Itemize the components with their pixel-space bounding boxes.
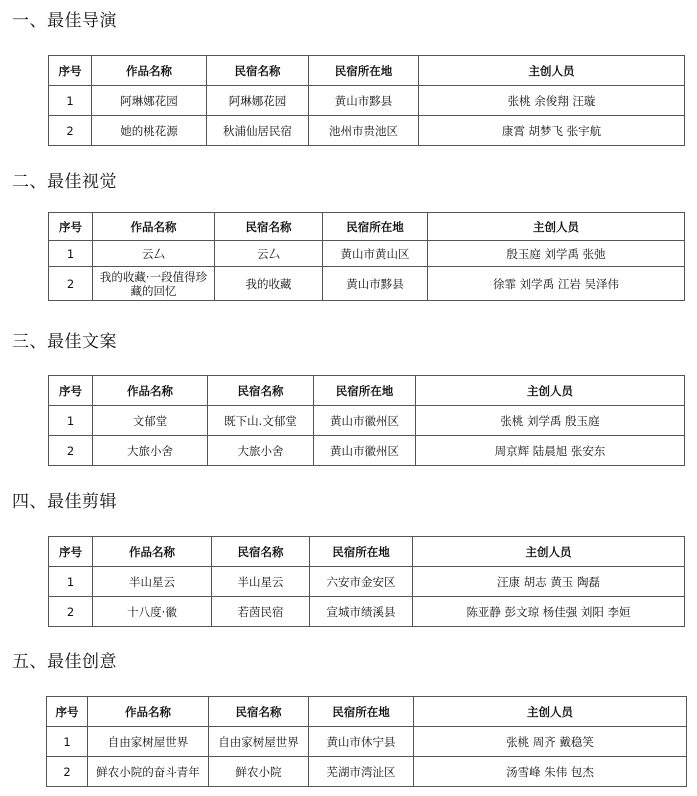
- col-header-index: 序号: [49, 376, 93, 406]
- cell-index: 1: [47, 727, 88, 757]
- col-header-homestay-name: 民宿名称: [212, 537, 310, 567]
- cell-creators: 康霄 胡梦飞 张宇航: [419, 116, 685, 146]
- table-row: [47, 727, 687, 757]
- cell-work-name: 她的桃花源: [92, 116, 207, 146]
- col-header-location: 民宿所在地: [310, 537, 413, 567]
- cell-index: 2: [49, 267, 93, 301]
- cell-creators: 张桃 余俊翔 汪璇: [419, 86, 685, 116]
- table-row: [49, 86, 685, 116]
- col-header-creators: 主创人员: [413, 537, 685, 567]
- col-header-work-name: 作品名称: [93, 537, 212, 567]
- col-header-location: 民宿所在地: [309, 56, 419, 86]
- col-header-creators: 主创人员: [416, 376, 685, 406]
- cell-location: 黄山市黄山区: [323, 241, 428, 267]
- cell-homestay-name: 半山星云: [212, 567, 310, 597]
- table-header-row: [47, 697, 687, 727]
- cell-work-name: 自由家树屋世界: [88, 727, 209, 757]
- cell-location: 黄山市休宁县: [309, 727, 414, 757]
- table-row: [49, 567, 685, 597]
- cell-work-name: 云厶: [93, 241, 215, 267]
- cell-index: 1: [49, 241, 93, 267]
- cell-creators: 陈亚静 彭文琼 杨佳强 刘阳 李姮: [413, 597, 685, 627]
- cell-homestay-name: 大旅小舍: [208, 436, 314, 466]
- table-row: [49, 597, 685, 627]
- cell-creators: 徐霏 刘学禹 江岩 吴泽伟: [428, 267, 685, 301]
- cell-index: 2: [49, 116, 92, 146]
- col-header-location: 民宿所在地: [309, 697, 414, 727]
- table-row: [49, 241, 685, 267]
- cell-index: 1: [49, 567, 93, 597]
- cell-index: 2: [47, 757, 88, 787]
- col-header-creators: 主创人员: [414, 697, 687, 727]
- section-title-best-creativity: 五、最佳创意: [12, 652, 117, 672]
- cell-location: 池州市贵池区: [309, 116, 419, 146]
- section-title-best-director: 一、最佳导演: [12, 11, 117, 31]
- cell-homestay-name: 云厶: [215, 241, 323, 267]
- cell-homestay-name: 鲜农小院: [209, 757, 309, 787]
- cell-creators: 汪康 胡志 黄玉 陶磊: [413, 567, 685, 597]
- col-header-work-name: 作品名称: [92, 56, 207, 86]
- cell-homestay-name: 秋浦仙居民宿: [207, 116, 309, 146]
- cell-location: 六安市金安区: [310, 567, 413, 597]
- cell-homestay-name: 既下山.文郁堂: [208, 406, 314, 436]
- col-header-work-name: 作品名称: [88, 697, 209, 727]
- award-table-best-visual: [48, 212, 685, 301]
- col-header-location: 民宿所在地: [323, 213, 428, 241]
- cell-homestay-name: 若茵民宿: [212, 597, 310, 627]
- cell-location: 芜湖市湾沚区: [309, 757, 414, 787]
- col-header-index: 序号: [47, 697, 88, 727]
- cell-work-name: 大旅小舍: [93, 436, 208, 466]
- col-header-creators: 主创人员: [419, 56, 685, 86]
- col-header-index: 序号: [49, 213, 93, 241]
- cell-work-name: 十八度·徽: [93, 597, 212, 627]
- cell-index: 2: [49, 436, 93, 466]
- cell-homestay-name: 阿琳娜花园: [207, 86, 309, 116]
- col-header-creators: 主创人员: [428, 213, 685, 241]
- col-header-location: 民宿所在地: [314, 376, 416, 406]
- col-header-homestay-name: 民宿名称: [208, 376, 314, 406]
- col-header-work-name: 作品名称: [93, 376, 208, 406]
- table-header-row: [49, 56, 685, 86]
- cell-work-name: 半山星云: [93, 567, 212, 597]
- table-row: [49, 406, 685, 436]
- cell-work-name: 阿琳娜花园: [92, 86, 207, 116]
- cell-index: 1: [49, 86, 92, 116]
- section-title-best-editing: 四、最佳剪辑: [12, 492, 117, 512]
- table-header-row: [49, 537, 685, 567]
- award-table-best-director: [48, 55, 685, 146]
- col-header-homestay-name: 民宿名称: [215, 213, 323, 241]
- cell-index: 2: [49, 597, 93, 627]
- table-row: [49, 436, 685, 466]
- cell-location: 黄山市黟县: [309, 86, 419, 116]
- cell-location: 黄山市黟县: [323, 267, 428, 301]
- cell-location: 黄山市徽州区: [314, 436, 416, 466]
- table-header-row: [49, 376, 685, 406]
- col-header-work-name: 作品名称: [93, 213, 215, 241]
- cell-index: 1: [49, 406, 93, 436]
- cell-creators: 张桃 刘学禹 殷玉庭: [416, 406, 685, 436]
- table-row: [49, 116, 685, 146]
- award-table-best-editing: [48, 536, 685, 627]
- cell-creators: 张桃 周齐 戴稳笑: [414, 727, 687, 757]
- col-header-homestay-name: 民宿名称: [209, 697, 309, 727]
- col-header-index: 序号: [49, 56, 92, 86]
- cell-creators: 殷玉庭 刘学禹 张弛: [428, 241, 685, 267]
- cell-homestay-name: 自由家树屋世界: [209, 727, 309, 757]
- table-header-row: [49, 213, 685, 241]
- cell-location: 黄山市徽州区: [314, 406, 416, 436]
- award-table-best-creativity: [46, 696, 687, 787]
- cell-work-name: 我的收藏·一段值得珍藏的回忆: [93, 267, 215, 301]
- cell-homestay-name: 我的收藏: [215, 267, 323, 301]
- section-title-best-copywriting: 三、最佳文案: [12, 332, 117, 352]
- col-header-index: 序号: [49, 537, 93, 567]
- cell-location: 宣城市绩溪县: [310, 597, 413, 627]
- table-row: [49, 267, 685, 301]
- table-row: [47, 757, 687, 787]
- award-table-best-copywriting: [48, 375, 685, 466]
- cell-work-name: 鲜农小院的奋斗青年: [88, 757, 209, 787]
- cell-work-name: 文郁堂: [93, 406, 208, 436]
- cell-creators: 周京辉 陆晨旭 张安东: [416, 436, 685, 466]
- col-header-homestay-name: 民宿名称: [207, 56, 309, 86]
- section-title-best-visual: 二、最佳视觉: [12, 172, 117, 192]
- cell-creators: 汤雪峰 朱伟 包杰: [414, 757, 687, 787]
